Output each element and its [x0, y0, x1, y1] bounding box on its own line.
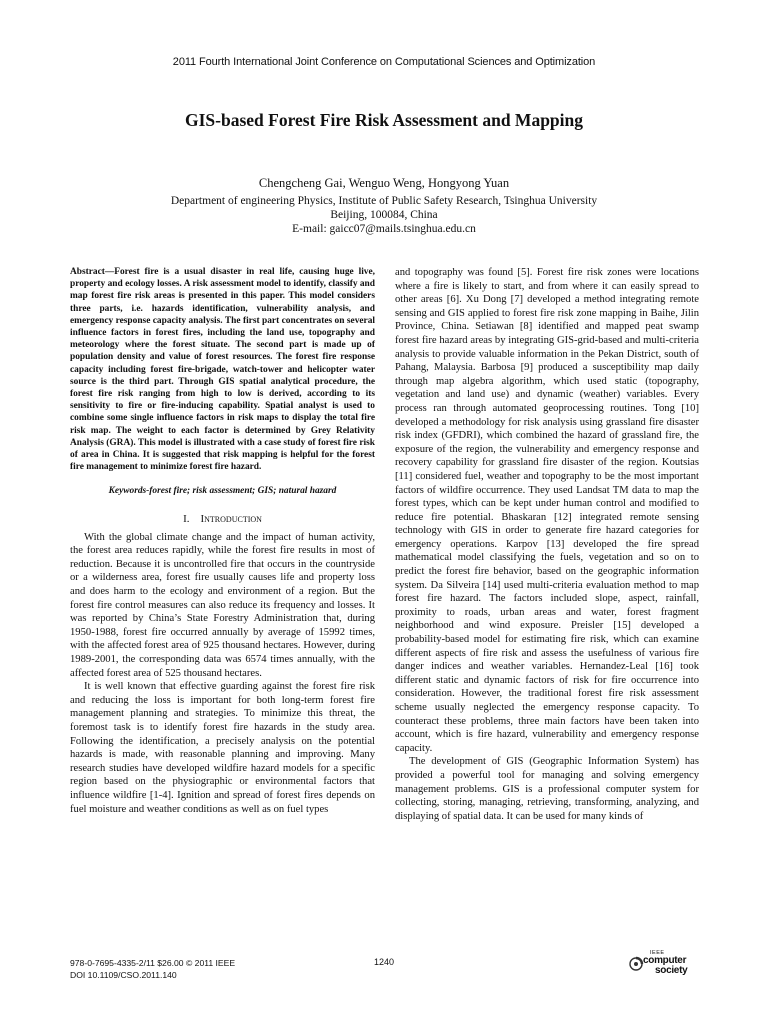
ieee-computer-society-logo — [628, 950, 708, 980]
abstract: Abstract—Forest fire is a usual disaster in real life, causing huge live, property and ecology losses. A risk assessment model to identify, classify and map forest fire risk areas is presented in this paper. This model considers three parts, i.e. hazards identification, vulnerability analysis, and emergency response capacity analysis. The first part concentrates on several influence factors in forest fires, including the land use, topography and meteorology where the forest situate. The second part is made up of population density and value of forest resources. The forest fire response capacity including forest fire-brigade, watch-tower and helicopter water source is the third part. Through GIS spatial analytical procedure, the forest fire risk ranging from high to low is derived, according to its sensitivity to fire or fire-inducing capability. Spatial analyst is used to combine some single influence factors in risk maps to display the total fire risk map. The weight to each factor is determined by Grey Relativity Analysis (GRA). This model is illustrated with a case study of forest fire risk of area in China. It is suggested that risk mapping is helpful for the forest fire management to minimize forest fire hazard. — [70, 267, 375, 473]
logo-computer-text: computer — [643, 955, 687, 966]
paper-title: GIS-based Forest Fire Risk Assessment and Mapping — [184, 110, 583, 130]
computer-society-swirl-icon — [628, 956, 644, 972]
section-title: Introduction — [200, 513, 262, 526]
page-number: 1240 — [373, 957, 395, 967]
intro-paragraph-3: and topography was found [5]. Forest fire risk zones were locations where a fire is likely to start, and from where it can easily spread to other areas [6]. Xu Dong [7] developed a method integrating remote sensing and GIS applied to forest fire risk zone mapping in Baihe, Jilin Province, China. Setiawan [8] identified and mapped peat swamp forest fire hazard areas by integrating GIS-grid-based and multi-criteria analysis to provide valuable information in the Pekan District, south of Pahang, Malaysia. Barbosa [9] produced a susceptibility map daily through map algebra algorithm, which used static (topography, vegetation and land use) and dynamic (weather) variables. Every process ran through automated geoprocessing routines. Tong [10] developed a methodology for risk analysis using grassland fire disaster risk index (GFDRI), which combined the hazard of grassland fire, the exposure of the region, the vulnerability and emergency response and recovery capability for grassland fire disaster of the region. Koutsias [11] considered fuel, weather and topography to be the most important factors of wildfire occurrence. They used Landsat TM data to map the forest types, which can be kept under human control and modified to reduce fire potential. Bhaskaran [12] integrated remote sensing technology with GIS in order to generate fire hazard categories for emergency operations. Karpov [13] developed the fire spread mathematical model classifying the fuels, vegetation and so on to predict the forest fire behavior, based on the geographic information system. Da Silveira [14] used multi-criteria evaluation method to map forest fire hazard. The factors included slope, aspect, rainfall, proximity to roads, urban areas and water, forest fragment neighborhood and wind exposure. Preisler [15] developed a probability-based model for estimating fire risk, which can examine different aspects of fire risk and assess the usefulness of various fire danger indices and weather variables. Hernandez-Leal [16] took different static and dynamic factors of risk for fire occurrence into consideration. However, the traditional forest fire risk assessment scheme usually neglected the emergency response capacity. To counteract these problems, three main factors have been taken into account, which is fire hazard, vulnerability and emergency response capacity. — [395, 267, 699, 754]
logo-society-text: society — [655, 965, 688, 976]
logo-ieee-text: IEEE — [650, 950, 665, 956]
section-number: I. — [183, 513, 190, 526]
footer-doi: DOI 10.1109/CSO.2011.140 — [70, 970, 177, 980]
affiliation-city: Beijing, 100084, China — [330, 209, 438, 221]
author-email: E-mail: gaicc07@mails.tsinghua.edu.cn — [292, 223, 476, 235]
affiliation: Department of engineering Physics, Institute of Public Safety Research, Tsinghua University — [170, 195, 598, 207]
intro-paragraph-1: With the global climate change and the impact of human activity, the forest area reduces rapidly, while the forest fire results in most of reduction. Because it is uncontrolled fire that occurs in the countryside or a wilderness area, forest fire usually causes life and property loss and does harm to the ecology and environment of a region. But the forest fire control measures can also reduce its frequency and losses. It was reported by China’s State Forestry Administration that, during 1950-1988, forest fire occurred annually by average of 15992 times, with the affected forest area of 925 thousand hectares. However, during 1989-2001, the corresponding data was 6574 times annually, with the affected forest area of 525 thousand hectares. — [70, 531, 375, 679]
footer-isbn: 978-0-7695-4335-2/11 $26.00 © 2011 IEEE — [70, 958, 236, 968]
keywords: Keywords-forest fire; risk assessment; GIS; natural hazard — [108, 486, 337, 497]
intro-paragraph-4: The development of GIS (Geographic Information System) has provided a powerful tool for managing and solving emergency management problems. GIS is a professional computer system for collecting, storing, managing, retrieving, transforming, analyzing, and displaying of spatial data. It can be used for many kinds of — [395, 756, 699, 822]
conference-header: 2011 Fourth International Joint Conference on Computational Sciences and Optimization — [172, 56, 596, 68]
author-affiliation-block — [0, 194, 768, 236]
intro-paragraph-2: It is well known that effective guarding against the forest fire risk and reducing the loss is important for both long-term forest fire management planning and strategies. To minimize this threat, the foremost task is to identify forest fire hazards in the study area. Following the identification, a precisely analysis on the potential hazards is made, with reasonable planning and improving. Many research studies have developed wildfire hazard models for a specific region based on the physiographic or environmental factors that influence wildfire [1-4]. Ignition and spread of forest fires depends on fuel moisture and weather conditions as well as on fuel types — [70, 681, 375, 815]
right-column — [395, 266, 699, 823]
section-heading-introduction — [70, 513, 375, 527]
left-column — [70, 266, 375, 816]
paper-authors: Chengcheng Gai, Wenguo Weng, Hongyong Yuan — [258, 176, 510, 190]
